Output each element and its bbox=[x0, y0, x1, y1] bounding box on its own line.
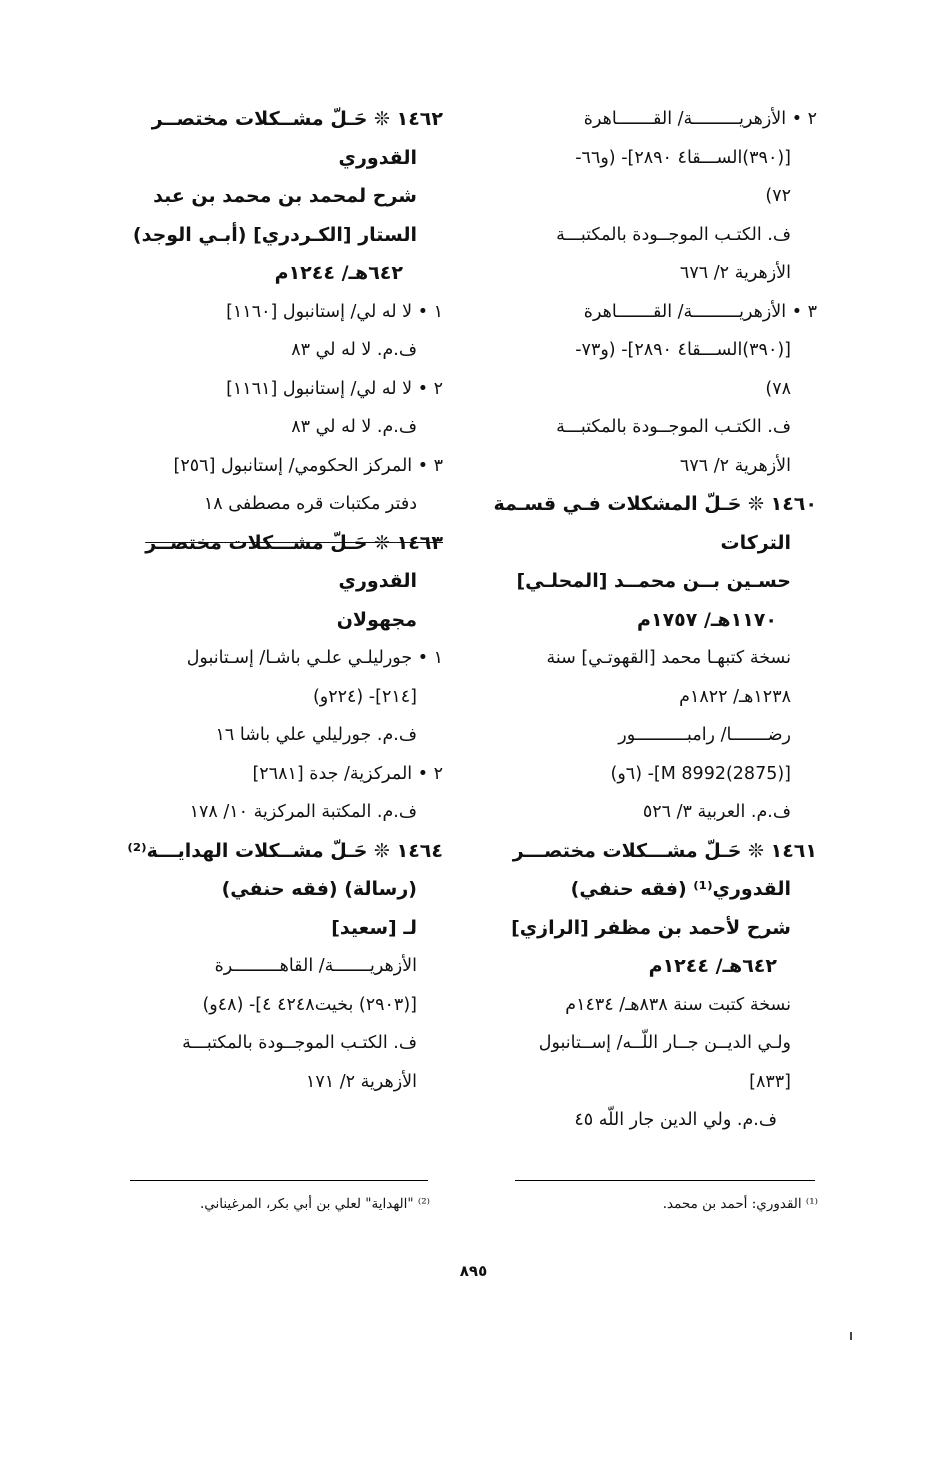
right-column-line: ٣ • الأزهريـــــــــة/ القـــــــاهرة bbox=[583, 301, 817, 322]
left-column-line: القدوري bbox=[338, 146, 417, 169]
footnote-left: ⁽²⁾ "الهداية" لعلي بن أبي بكر، المرغيناني. bbox=[199, 1196, 430, 1212]
right-column-line: نسخة كتبت سنة ٨٣٨هـ/ ١٤٣٤م bbox=[565, 994, 791, 1015]
left-column-line: الأزهريـــــــة/ القاهـــــــــرة bbox=[214, 956, 417, 976]
right-column-line: الأزهرية ٢/ ٦٧٦ bbox=[679, 455, 791, 476]
right-column-line: ف. الكتـب الموجــودة بالمكتبـــة bbox=[556, 417, 791, 437]
right-column-line: ٦٤٢هـ/ ١٢٤٤م bbox=[648, 955, 777, 977]
page-number: ٨٩٥ bbox=[459, 1262, 488, 1280]
right-column bbox=[487, 100, 817, 1140]
right-column-line: ١١٧٠هـ/ ١٧٥٧م bbox=[637, 608, 777, 631]
left-column-line: ٣ • المركز الحكومي/ إستانبول [٢٥٦] bbox=[173, 455, 443, 476]
right-column-line: نسخة كتبهـا محمد [القهوتـي] سنة bbox=[546, 648, 791, 668]
left-column-line: [(٢٩٠٣) بخيت٤٢٤٨ ٤]- (٤٨و) bbox=[202, 994, 417, 1015]
left-column-line: ف.م. لا له لي ٨٣ bbox=[291, 417, 417, 437]
right-column-line: ١٢٣٨هـ/ ١٨٢٢م bbox=[679, 686, 791, 707]
right-column-line: ف.م. العربية ٣/ ٥٢٦ bbox=[642, 802, 791, 822]
left-column-line: ف.م. جورليلي علي باشا ١٦ bbox=[215, 725, 417, 745]
left-column-line: ١ • لا له لي/ إستانبول [١١٦٠] bbox=[226, 301, 443, 322]
right-column-line: القدوري⁽¹⁾ (فقه حنفي) bbox=[570, 878, 791, 900]
right-column-line: شرح لأحمد بن مظفر [الرازي] bbox=[511, 916, 791, 939]
right-column-line: ٧٢) bbox=[765, 186, 791, 206]
right-column-line: ٧٨) bbox=[765, 378, 791, 399]
left-column-line: ٢ • لا له لي/ إستانبول [١١٦١] bbox=[226, 378, 443, 399]
left-column-line: ١٤٦٢ ❊ حَـلّ مشــكلات مختصــر bbox=[151, 108, 443, 130]
right-column-line: حسـين بــن محمــد [المحلـي] bbox=[516, 570, 791, 592]
footnote-rule-right bbox=[515, 1180, 815, 1181]
left-column-line: دفتر مكتبات قره مصطفى ١٨ bbox=[203, 494, 417, 514]
right-column-line: [(٣٩٠)الســـقا٤ ٢٨٩٠]- (و٦٦- bbox=[575, 147, 791, 168]
left-column-line: شرح لمحمد بن محمد بن عبد bbox=[153, 185, 417, 207]
right-column-line: الأزهرية ٢/ ٦٧٦ bbox=[679, 263, 791, 283]
footnote-rule-left bbox=[130, 1180, 428, 1181]
right-column-line: [٨٣٣] bbox=[749, 1071, 791, 1092]
left-column bbox=[98, 100, 443, 1101]
left-column-line: مجهولان bbox=[336, 608, 417, 631]
left-column-line: لـ [سعيد] bbox=[331, 916, 417, 939]
left-column-line: الستار [الكـردري] (أبـي الوجد) bbox=[132, 223, 417, 246]
right-column-line: ٢ • الأزهريـــــــــة/ القـــــــاهرة bbox=[583, 109, 817, 129]
right-column-line: ولـي الديــن جــار اللّــه/ إســتانبول bbox=[538, 1033, 791, 1053]
right-column-line: ف.م. ولي الدين جار اللّه ٤٥ bbox=[574, 1110, 777, 1130]
left-column-line: ف. الكتـب الموجــودة بالمكتبـــة bbox=[182, 1033, 417, 1053]
right-column-line: ١٤٦٠ ❊ حَـلّ المشكلات فـي قسـمة bbox=[493, 493, 817, 515]
left-column-line: ١٤٦٣ ❊ حَـلّ مشـــكلات مختصــر bbox=[145, 531, 443, 554]
left-column-line: (رسالة) (فقه حنفي) bbox=[221, 878, 417, 900]
left-column-line: ١ • جورليلـي علـي باشـا/ إسـتانبول bbox=[186, 648, 443, 668]
left-column-line: القدوري bbox=[338, 570, 417, 592]
left-column-line: [٢١٤]- (٢٢٤و) bbox=[312, 686, 417, 707]
left-column-line: ف.م. المكتبة المركزية ١٠/ ١٧٨ bbox=[189, 802, 417, 822]
left-column-line: ١٤٦٤ ❊ حَـلّ مشــكلات الهدايـــة⁽²⁾ bbox=[127, 839, 443, 862]
right-column-line: ١٤٦١ ❊ حَـلّ مشـــكلات مختصـــر bbox=[512, 839, 817, 862]
left-column-line: الأزهرية ٢/ ١٧١ bbox=[305, 1071, 417, 1092]
left-column-line: ٢ • المركزية/ جدة [٢٦٨١] bbox=[252, 763, 443, 784]
margin-mark bbox=[850, 1332, 852, 1340]
right-column-line: [(2875)8992 M]- (٦و) bbox=[610, 763, 791, 784]
left-column-line: ف.م. لا له لي ٨٣ bbox=[291, 340, 417, 360]
right-column-line: التركات bbox=[720, 531, 791, 554]
footnote-right: ⁽¹⁾ القدوري: أحمد بن محمد. bbox=[662, 1196, 818, 1212]
left-column-line: ٦٤٢هـ/ ١٢٤٤م bbox=[274, 262, 403, 284]
right-column-line: [(٣٩٠)الســـقا٤ ٢٨٩٠]- (و٧٣- bbox=[575, 340, 791, 360]
right-column-line: ف. الكتـب الموجــودة بالمكتبـــة bbox=[556, 224, 791, 245]
right-column-line: رضـــــــا/ رامبــــــــــور bbox=[618, 725, 791, 745]
